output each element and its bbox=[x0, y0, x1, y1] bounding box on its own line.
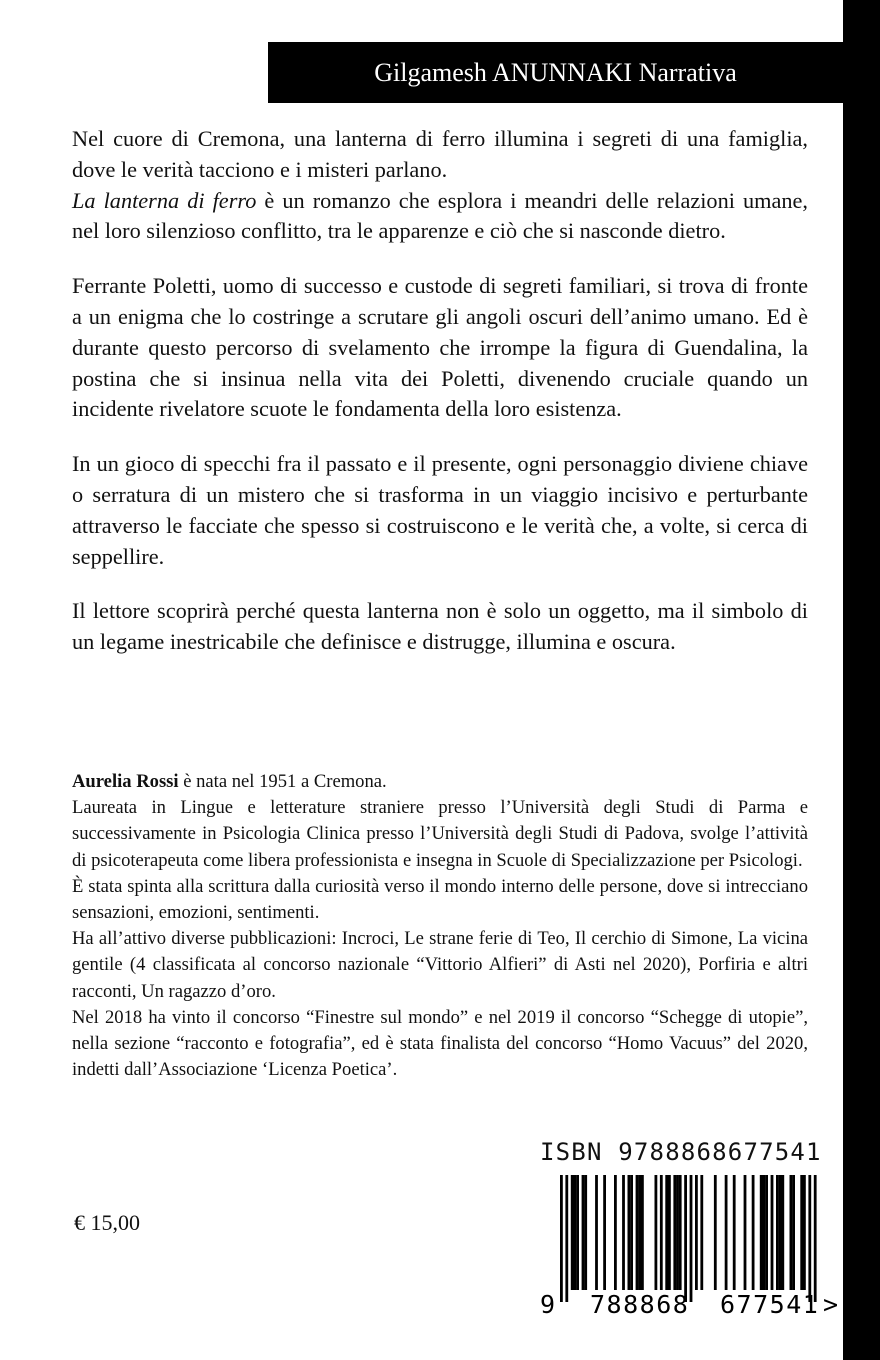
barcode-bar bbox=[582, 1175, 585, 1290]
bio-text: Ha all’attivo diverse pubblicazioni: Incroci, Le strane ferie di Teo, Il cerchio di Simone, La vicina gentile (4 classificata al concorso nazionale “Vittorio Alfieri” di Asti nel 2020), Porfiria e altri racconti, Un ragazzo d’oro. bbox=[72, 928, 808, 1002]
barcode-bar bbox=[665, 1175, 668, 1290]
blurb-paragraph: In un gioco di specchi fra il passato e il presente, ogni personaggio diviene chiave o serratura di un mistero che si trasforma in un viaggio incisivo e perturbante attraverso le facciate che spesso si costruiscono e le verità che, a volte, si cerca di seppellire. bbox=[72, 451, 808, 569]
barcode-bar bbox=[565, 1175, 568, 1302]
barcode-bar bbox=[733, 1175, 736, 1290]
bio-text: Nel 2018 ha vinto il concorso “Finestre sul mondo” e nel 2019 il concorso “Schegge di utopie”, nella sezione “racconto e fotografia”, ed è stata finalista del concorso “Homo Vacuus” del 2020, indetti dall’Associazione ‘Licenza Poetica’. bbox=[72, 1006, 808, 1081]
barcode-bar bbox=[628, 1175, 631, 1290]
bio-text: è nata nel 1951 a Cremona. bbox=[178, 771, 387, 792]
barcode-bar bbox=[690, 1175, 693, 1302]
barcode-bar bbox=[765, 1175, 768, 1290]
isbn-label: ISBN 9788868677541 bbox=[540, 1138, 822, 1166]
barcode-bar bbox=[790, 1175, 793, 1290]
blurb-paragraph: Il lettore scoprirà perché questa lanterna non è solo un oggetto, ma il simbolo di un legame inestricabile che definisce e distrugge, illumina e oscura. bbox=[72, 598, 808, 655]
author-name: Aurelia Rossi bbox=[72, 771, 179, 792]
barcode-bar bbox=[695, 1175, 698, 1290]
barcode-bar bbox=[763, 1175, 766, 1290]
barcode-bar bbox=[771, 1175, 774, 1290]
barcode-bar bbox=[576, 1175, 579, 1290]
barcode-bar bbox=[668, 1175, 671, 1290]
barcode-bar bbox=[636, 1175, 639, 1290]
barcode-bar bbox=[676, 1175, 679, 1290]
barcode-bar bbox=[614, 1175, 617, 1290]
barcode-bar bbox=[638, 1175, 641, 1290]
barcode bbox=[540, 1170, 840, 1320]
bio-text: È stata spinta alla scrittura dalla curiosità verso il mondo interno delle persone, dove si intrecciano sensazioni, emozioni, sentimenti. bbox=[72, 875, 808, 924]
barcode-bar bbox=[684, 1175, 687, 1302]
barcode-right-digits: 677541 bbox=[720, 1290, 820, 1319]
barcode-bar bbox=[760, 1175, 763, 1290]
barcode-bar bbox=[673, 1175, 676, 1290]
blurb-text: è un romanzo che esplora i meandri delle relazioni umane, nel loro silenzioso conflitto, tra le apparenze e ciò che si nasconde dietro. bbox=[72, 187, 808, 244]
barcode-bar bbox=[792, 1175, 795, 1290]
barcode-bar bbox=[641, 1175, 644, 1290]
barcode-bar bbox=[714, 1175, 717, 1290]
blurb bbox=[72, 124, 808, 682]
barcode-bar bbox=[776, 1175, 779, 1290]
barcode-bar bbox=[779, 1175, 782, 1290]
price: € 15,00 bbox=[74, 1210, 140, 1235]
barcode-bar bbox=[725, 1175, 728, 1290]
barcode-bar bbox=[803, 1175, 806, 1290]
barcode-bar bbox=[752, 1175, 755, 1290]
barcode-end-mark: > bbox=[823, 1290, 839, 1319]
barcode-bar bbox=[800, 1175, 803, 1290]
series-banner bbox=[268, 42, 843, 103]
barcode-bar bbox=[603, 1175, 606, 1290]
barcode-bar bbox=[700, 1175, 703, 1290]
series-title: Gilgamesh ANUNNAKI Narrativa bbox=[374, 57, 737, 87]
barcode-bar bbox=[574, 1175, 577, 1290]
barcode-bar bbox=[571, 1175, 574, 1290]
barcode-bar bbox=[595, 1175, 598, 1290]
book-title: La lanterna di ferro bbox=[72, 187, 257, 213]
barcode-bar bbox=[781, 1175, 784, 1290]
barcode-bar bbox=[622, 1175, 625, 1290]
barcode-bar bbox=[584, 1175, 587, 1290]
barcode-bar bbox=[814, 1175, 817, 1302]
bio-text: Laureata in Lingue e letterature straniere presso l’Università degli Studi di Parma e successivamente in Psicologia Clinica presso l’Università degli Studi di Padova, svolge l’attività di psicoterapeuta come libera professionista e insegna in Scuole di Specializzazione per Psicologi. bbox=[72, 797, 808, 871]
blurb-paragraph bbox=[72, 124, 808, 247]
barcode-bar bbox=[560, 1175, 563, 1302]
spine-edge bbox=[843, 0, 880, 1360]
blurb-paragraph: Ferrante Poletti, uomo di successo e custode di segreti familiari, si trova di fronte a un enigma che lo costringe a scrutare gli angoli oscuri dell’animo umano. Ed è durante questo percorso di svelamento che irrompe la figura di Guendalina, la postina che si insinua nella vita dei Poletti, divenendo cruciale quando un incidente rivelatore scuote le fondamenta della loro esistenza. bbox=[72, 273, 808, 422]
barcode-bar bbox=[808, 1175, 811, 1302]
barcode-bar bbox=[744, 1175, 747, 1290]
barcode-bar bbox=[660, 1175, 663, 1290]
blurb-text: Nel cuore di Cremona, una lanterna di ferro illumina i segreti di una famiglia, dove le verità tacciono e i misteri parlano. bbox=[72, 126, 808, 182]
barcode-left-digits: 788868 bbox=[590, 1290, 690, 1319]
barcode-bar bbox=[679, 1175, 682, 1290]
barcode-bar bbox=[655, 1175, 658, 1290]
barcode-bar bbox=[630, 1175, 633, 1290]
barcode-first-digit: 9 bbox=[540, 1290, 556, 1319]
barcode-bars bbox=[560, 1175, 817, 1302]
author-bio bbox=[72, 769, 808, 1083]
